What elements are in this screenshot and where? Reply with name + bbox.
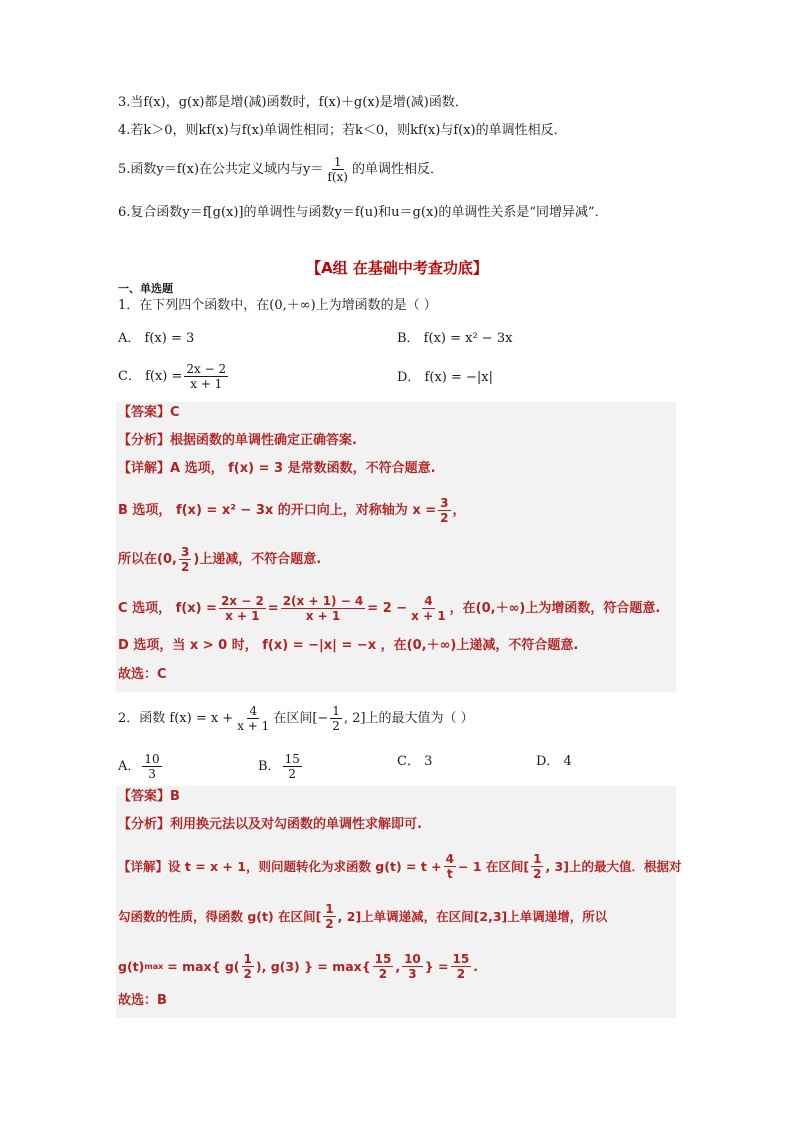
q2-option-b xyxy=(258,752,304,781)
frac-numerator: 15 xyxy=(284,752,300,766)
detail-b2-text: 所以在 xyxy=(118,551,158,567)
q1-option-b: B． f(x) = x² − 3x xyxy=(397,331,513,346)
frac-denominator: 3 xyxy=(148,767,156,781)
analysis-text: 利用换元法以及对勾函数的单调性求解即可. xyxy=(170,817,422,832)
q2-stem-end: 上的最大值为（ ） xyxy=(365,710,474,726)
answer-value: C xyxy=(170,405,180,420)
frac-denominator: 2 xyxy=(288,767,297,781)
frac-numerator: 1 xyxy=(333,155,342,169)
q2-stem-text: 2．函数 f(x) = x + xyxy=(118,710,234,726)
analysis-text: 根据函数的单调性确定正确答案. xyxy=(170,433,357,448)
detail-b2-end: 上递减，不符合题意. xyxy=(199,551,322,567)
q1-option-d: D． f(x) = −|x| xyxy=(397,370,493,385)
analysis-label: 【分析】 xyxy=(118,433,171,448)
property-4: 4.若k＞0，则kf(x)与f(x)单调性相同；若k＜0，则kf(x)与f(x)的单调性相反． xyxy=(118,123,567,138)
frac-numerator: 4 xyxy=(424,594,433,608)
detail-1-fraction xyxy=(444,852,456,881)
max-fraction-15-2 xyxy=(373,952,394,981)
q2-interval-fraction xyxy=(330,704,342,733)
property-5 xyxy=(118,155,443,184)
q2-detail-1 xyxy=(118,852,681,881)
detail-2-end: 上单调递增，所以 xyxy=(507,908,608,924)
detail-b1-text: B 选项， f(x) = x² − 3x 的开口向上，对称轴为 x = xyxy=(118,502,437,518)
detail-b1-fraction xyxy=(438,496,450,525)
answer-label: 【答案】 xyxy=(118,405,171,420)
frac-numerator: 1 xyxy=(325,902,334,916)
max-expr-c: } = xyxy=(424,958,449,974)
detail-1-mid: − 1 在区间 xyxy=(458,858,524,874)
interval-close: ) xyxy=(193,551,200,567)
option-label: A． xyxy=(118,758,141,774)
property-5-text-a: 5.函数y＝f(x)在公共定义域内与y＝ xyxy=(118,161,324,177)
frac-numerator: 10 xyxy=(144,752,160,766)
max-subscript: max xyxy=(144,961,164,971)
max-expr-b: ), g(3) } = max{ xyxy=(255,958,371,974)
q1-option-c-label: C． f(x) = xyxy=(118,368,183,384)
q1-option-c xyxy=(118,362,230,391)
q1-detail-b2 xyxy=(118,545,321,574)
period: . xyxy=(473,958,478,974)
q1-answer xyxy=(118,404,180,422)
q2-analysis xyxy=(118,816,422,834)
frac-denominator: 2 xyxy=(533,867,542,881)
detail-c-text: C 选项， f(x) = xyxy=(118,600,217,616)
q1-conclusion: 故选：C xyxy=(118,667,167,682)
g-max: g(t) xyxy=(118,958,145,974)
q2-stem xyxy=(118,704,474,733)
frac-denominator: 2 xyxy=(243,967,252,981)
q1-detail-b1 xyxy=(118,496,466,525)
max-fraction-half xyxy=(242,952,254,981)
frac-denominator: x + 1 xyxy=(225,609,260,623)
analysis-label: 【分析】 xyxy=(118,817,171,832)
property-5-fraction xyxy=(325,155,350,184)
q1-detail-c xyxy=(118,594,660,623)
frac-numerator: 2x − 2 xyxy=(220,594,264,608)
detail-c-fraction-1 xyxy=(219,594,266,623)
detail-2-interval-fraction xyxy=(323,902,335,931)
detail-a-text: A 选项， f(x) = 3 是常数函数，不符合题意. xyxy=(170,461,436,476)
q2-option-b-fraction xyxy=(283,752,302,781)
q2-detail-2 xyxy=(118,902,607,931)
interval-open: [− xyxy=(312,710,329,726)
property-5-text-b: 的单调性相反． xyxy=(351,161,443,177)
frac-numerator: 1 xyxy=(533,852,542,866)
q2-conclusion: 故选：B xyxy=(118,993,167,1008)
interval-open: [ xyxy=(315,908,322,924)
detail-label: 【详解】 xyxy=(118,858,169,874)
detail-label: 【详解】 xyxy=(118,461,171,476)
q2-option-a-fraction xyxy=(142,752,161,781)
q1-stem: 1．在下列四个函数中，在(0,＋∞)上为增函数的是（ ） xyxy=(118,298,437,313)
frac-numerator: 1 xyxy=(332,704,340,718)
q1-option-a: A． f(x) = 3 xyxy=(118,331,195,346)
q2-stem-fraction xyxy=(235,704,271,733)
frac-denominator: x + 1 xyxy=(305,609,341,623)
detail-1-end: 上的最大值．根据对 xyxy=(568,858,682,874)
answer-value: B xyxy=(170,789,180,804)
interval-2: [2,3] xyxy=(473,908,508,924)
q2-stem-mid: 在区间 xyxy=(273,710,313,726)
interval-close: , 3] xyxy=(545,858,569,874)
detail-2-text: 勾函数的性质，得函数 g(t) 在区间 xyxy=(118,908,316,924)
frac-numerator: 15 xyxy=(374,952,392,966)
option-label: B． xyxy=(258,758,281,774)
property-6: 6.复合函数y＝f[g(x)]的单调性与函数y＝f(u)和u＝g(x)的单调性关系是“同增异减”． xyxy=(118,205,608,220)
frac-numerator: 10 xyxy=(404,952,421,966)
detail-c-fraction-3 xyxy=(409,594,448,623)
frac-numerator: 2(x + 1) − 4 xyxy=(282,594,364,608)
interval-close: , 2] xyxy=(343,710,366,726)
frac-numerator: 15 xyxy=(452,952,470,966)
q1-option-c-fraction xyxy=(184,362,228,391)
detail-b1-end: ， xyxy=(452,502,466,518)
frac-denominator: 2 xyxy=(378,967,388,981)
interval-open: [ xyxy=(523,858,530,874)
answer-label: 【答案】 xyxy=(118,789,171,804)
frac-denominator: x + 1 xyxy=(411,609,446,623)
comma: , xyxy=(395,958,401,974)
frac-numerator: 4 xyxy=(445,852,454,866)
q2-detail-3 xyxy=(118,952,478,981)
detail-c-end: ，在(0,＋∞)上为增函数，符合题意. xyxy=(449,600,661,616)
detail-2-mid: 上单调递减，在区间 xyxy=(361,908,474,924)
interval-close: , 2] xyxy=(337,908,362,924)
detail-1-interval-fraction xyxy=(531,852,543,881)
section-title: 一、单选题 xyxy=(118,282,173,295)
max-expr-a: = max{ g( xyxy=(167,958,240,974)
frac-denominator: x + 1 xyxy=(237,719,270,733)
frac-denominator: t xyxy=(446,867,453,881)
detail-1-text: 设 t = x + 1，则问题转化为求函数 g(t) = t + xyxy=(168,858,442,874)
equals-two-minus: = 2 − xyxy=(367,600,408,616)
property-3: 3.当f(x)，g(x)都是增(减)函数时，f(x)＋g(x)是增(减)函数． xyxy=(118,95,468,110)
frac-denominator: 2 xyxy=(440,511,449,525)
frac-numerator: 2x − 2 xyxy=(186,362,227,376)
q2-option-c: C． 3 xyxy=(397,754,433,769)
max-fraction-10-3 xyxy=(402,952,423,981)
frac-denominator: 3 xyxy=(408,967,417,981)
equals-sign: = xyxy=(267,600,279,616)
q1-analysis xyxy=(118,432,357,450)
frac-denominator: 2 xyxy=(325,917,334,931)
frac-denominator: f(x) xyxy=(327,170,348,184)
frac-numerator: 3 xyxy=(440,496,449,510)
q2-option-d: D． 4 xyxy=(536,754,572,769)
result-fraction xyxy=(451,952,472,981)
interval-open: (0, xyxy=(157,551,177,567)
q1-detail-a xyxy=(118,460,436,478)
q2-option-a xyxy=(118,752,164,781)
frac-numerator: 1 xyxy=(243,952,252,966)
q1-detail-d: D 选项，当 x > 0 时， f(x) = −|x| = −x ，在(0,＋∞)上递减，不符合题意. xyxy=(118,638,579,653)
frac-denominator: x + 1 xyxy=(190,377,223,391)
q2-answer xyxy=(118,788,180,806)
frac-denominator: 2 xyxy=(180,560,190,574)
frac-numerator: 4 xyxy=(249,704,258,718)
detail-c-fraction-2 xyxy=(281,594,366,623)
detail-b2-fraction xyxy=(179,545,191,574)
frac-denominator: 2 xyxy=(332,719,340,733)
group-heading: 【A组 在基础中考查功底】 xyxy=(306,259,488,277)
frac-numerator: 3 xyxy=(180,545,190,559)
frac-denominator: 2 xyxy=(456,967,466,981)
